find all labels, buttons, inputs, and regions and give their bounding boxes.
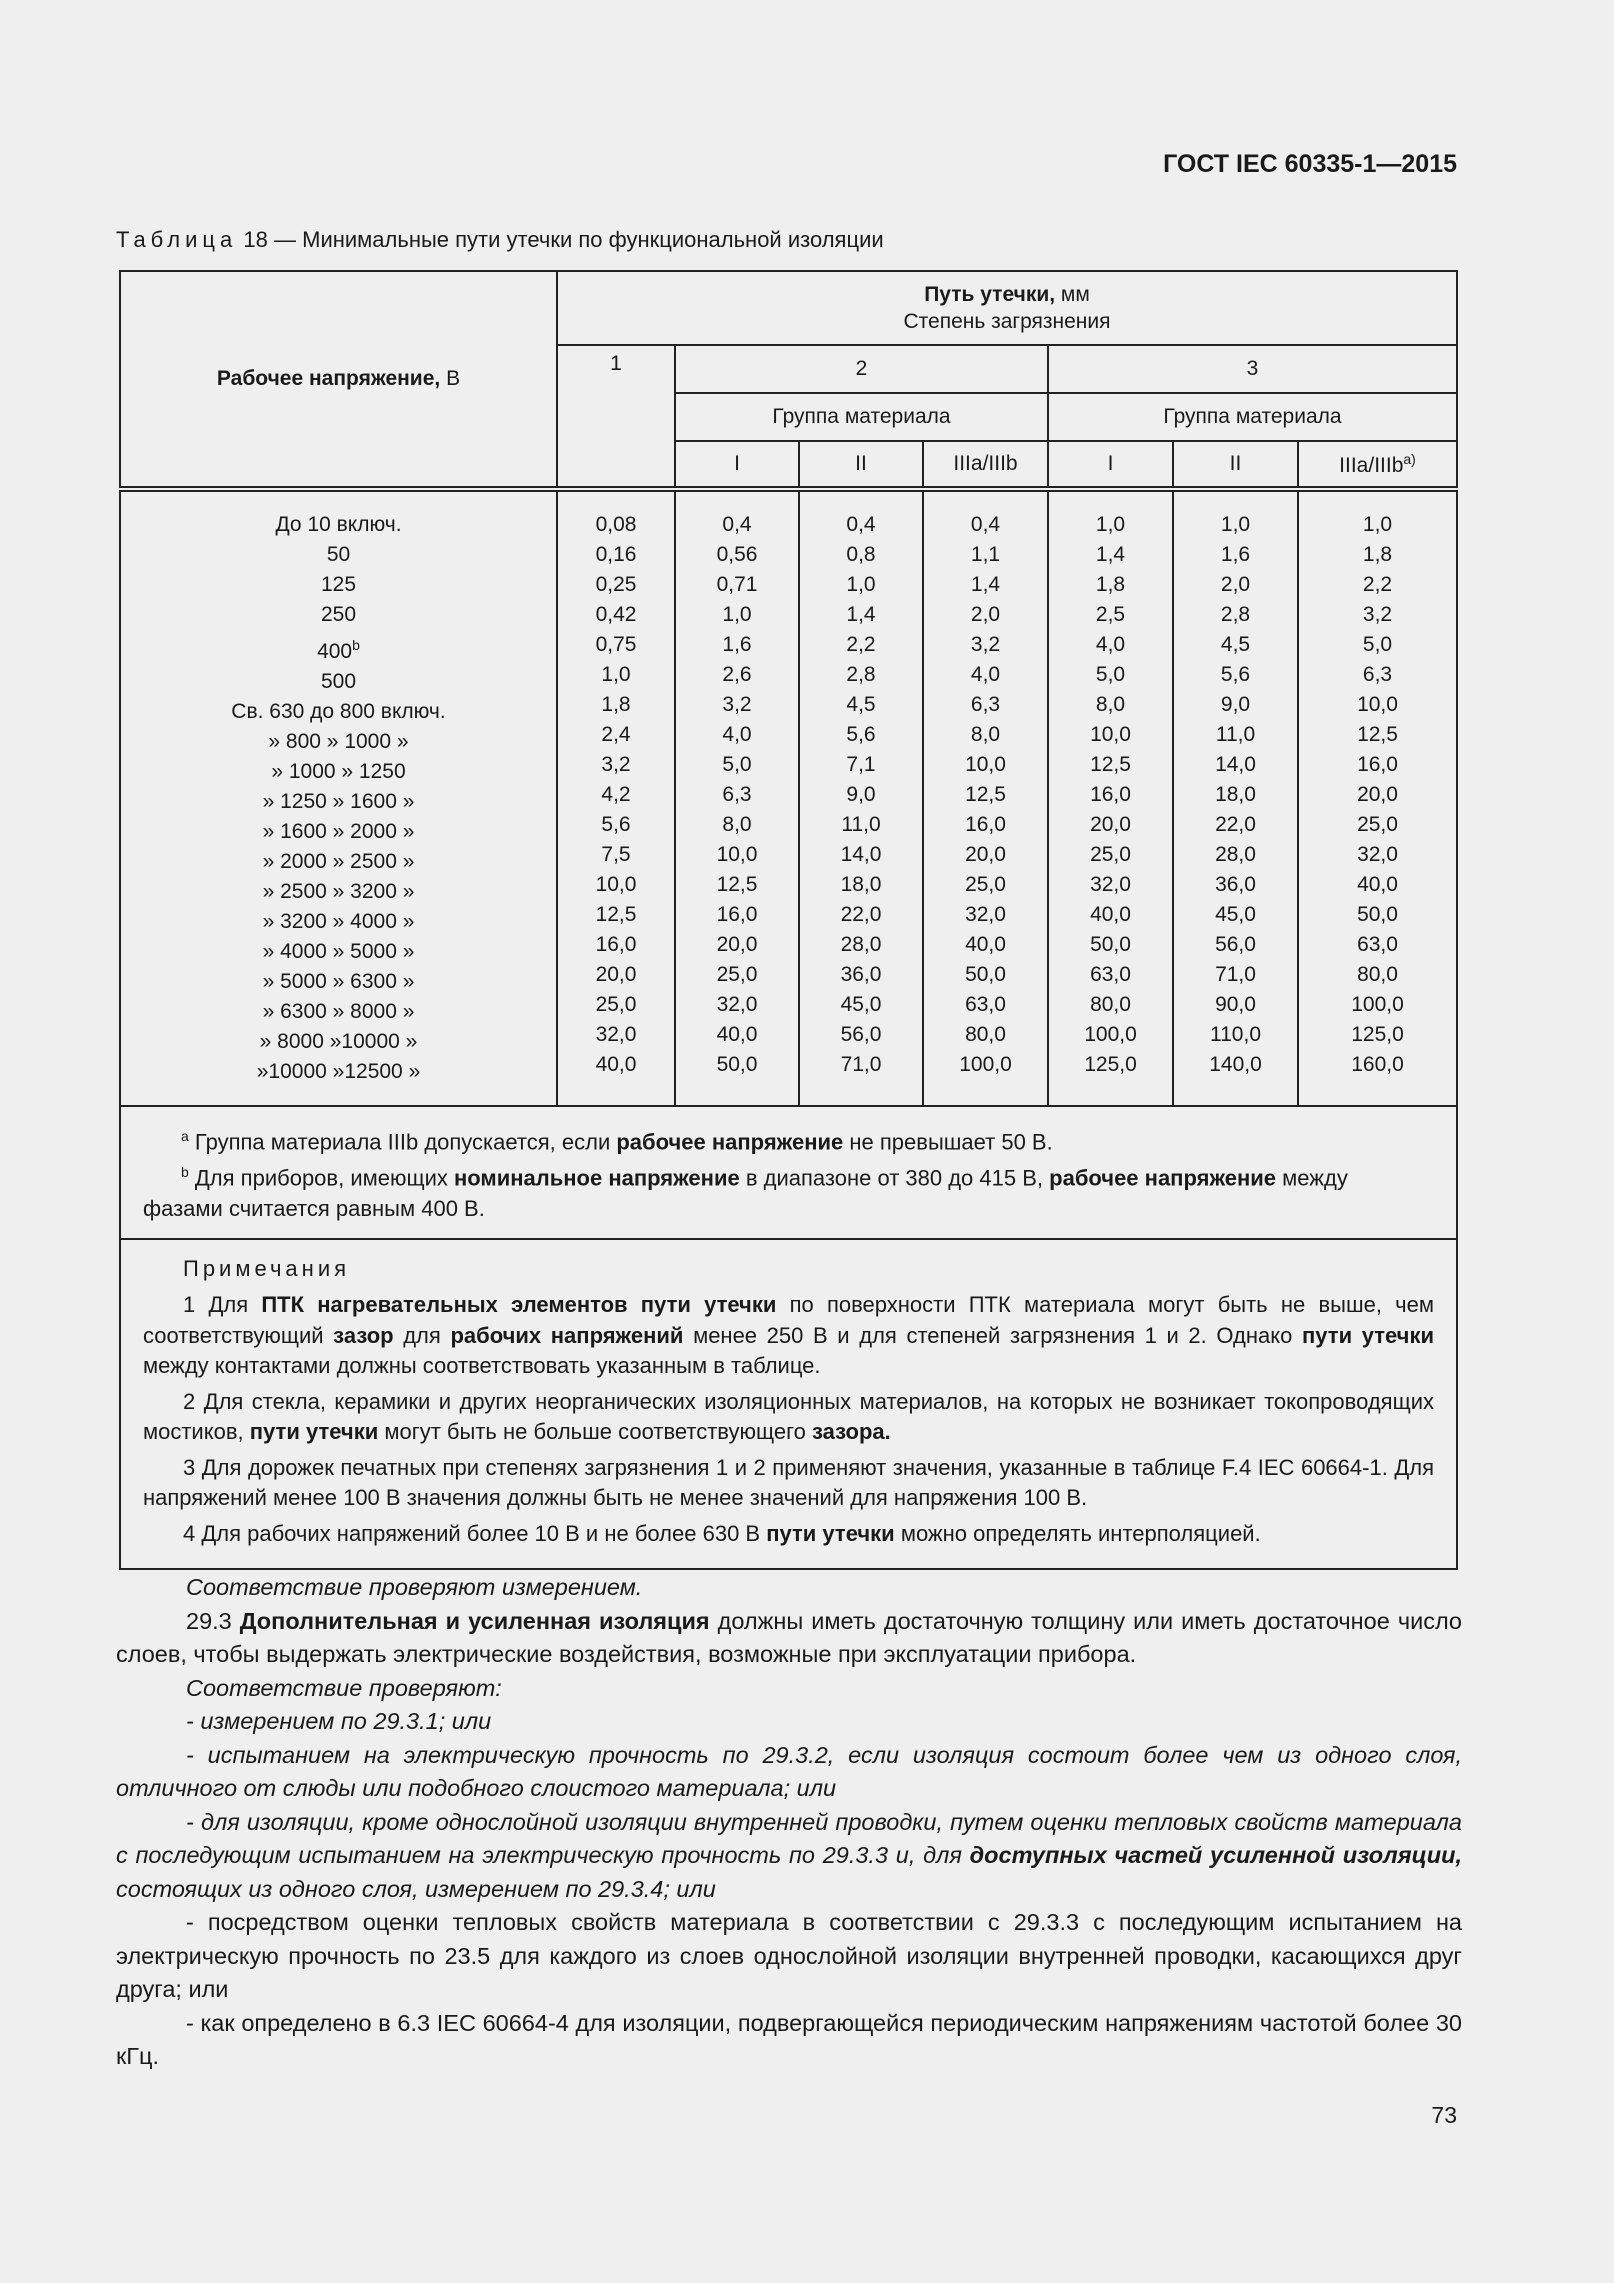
value-cell: 6,3	[722, 783, 752, 806]
value-cell: 20,0	[716, 933, 758, 956]
value-cell: 1,0	[1220, 513, 1251, 536]
value-cell: 22,0	[840, 903, 882, 926]
voltage-cell: »10000 »12500 »	[256, 1060, 421, 1083]
value-cell: 63,0	[965, 993, 1006, 1016]
value-cell: 12,5	[1090, 753, 1131, 776]
voltage-cell: 50	[326, 543, 351, 566]
value-cell: 12,5	[716, 873, 758, 896]
value-cell: 2,2	[846, 633, 876, 656]
value-cell: 1,0	[722, 603, 752, 626]
value-cell: 1,4	[970, 573, 1001, 596]
value-cell: 0,42	[595, 603, 637, 626]
group-header: I	[675, 441, 799, 489]
value-cell: 63,0	[1090, 963, 1131, 986]
footnote: $^a$ Группа материала IIIb допускается, если рабочее напряжение не превышает 50 В.	[181, 1128, 1053, 1155]
value-cell: 125,0	[1084, 1053, 1137, 1076]
value-cell: 14,0	[840, 843, 882, 866]
value-cell: 0,25	[595, 573, 637, 596]
voltage-cell: » 5000 » 6300 »	[262, 970, 415, 993]
value-cell: 1,6	[1220, 543, 1251, 566]
value-cell: 4,0	[970, 663, 1001, 686]
value-cell: 16,0	[1357, 753, 1398, 776]
value-cell: 32,0	[716, 993, 758, 1016]
footnotes	[120, 1106, 1457, 1239]
voltage-cell: » 8000 »10000 »	[259, 1030, 418, 1053]
value-column	[557, 489, 675, 1106]
group-header: II	[799, 441, 923, 489]
value-cell: 7,5	[601, 843, 631, 866]
value-cell: 28,0	[1215, 843, 1256, 866]
value-cell: 10,0	[1090, 723, 1131, 746]
value-cell: 0,56	[716, 543, 758, 566]
page-number: 73	[1431, 2102, 1457, 2128]
value-cell: 8,0	[1095, 693, 1126, 716]
value-cell: 50,0	[716, 1053, 758, 1076]
value-cell: 40,0	[1090, 903, 1131, 926]
value-cell: 2,2	[1362, 573, 1393, 596]
table-caption	[116, 227, 884, 253]
value-cell: 5,6	[1220, 663, 1251, 686]
caption-prefix: Таблица	[116, 227, 238, 252]
value-cell: 80,0	[965, 1023, 1006, 1046]
value-column	[675, 489, 799, 1106]
voltage-cell: Св. 630 до 800 включ.	[231, 700, 446, 723]
value-column	[923, 489, 1048, 1106]
voltage-cell: » 4000 » 5000 »	[262, 940, 415, 963]
notes	[120, 1239, 1457, 1570]
voltage-header: Рабочее напряжение, В	[120, 271, 557, 489]
value-cell: 25,0	[716, 963, 758, 986]
voltage-cell: » 1000 » 1250	[271, 760, 406, 783]
value-cell: 10,0	[595, 873, 637, 896]
value-cell: 71,0	[1215, 963, 1256, 986]
value-cell: 4,5	[1220, 633, 1251, 656]
pollution-3: 3	[1048, 345, 1457, 393]
voltage-cell: » 3200 » 4000 »	[262, 910, 415, 933]
value-cell: 32,0	[965, 903, 1006, 926]
value-cell: 0,75	[595, 633, 637, 656]
value-cell: 18,0	[1215, 783, 1256, 806]
value-cell: 0,4	[970, 513, 1001, 536]
note: 2 Для стекла, керамики и других неорганических изоляционных материалов, на которых не возникает токопроводящих мостиков, пути утечки могут быть не больше соответствующего зазора.	[143, 1388, 1434, 1445]
value-cell: 40,0	[965, 933, 1006, 956]
voltage-cell: 500	[320, 670, 357, 693]
value-cell: 16,0	[1090, 783, 1131, 806]
value-cell: 5,0	[1362, 633, 1393, 656]
value-cell: 11,0	[1215, 723, 1256, 746]
value-cell: 3,2	[970, 633, 1001, 656]
value-cell: 36,0	[1215, 873, 1256, 896]
value-cell: 18,0	[840, 873, 882, 896]
value-cell: 25,0	[1357, 813, 1398, 836]
paragraph: - для изоляции, кроме однослойной изоляции внутренней проводки, путем оценки тепловых свойств материала с последующим испытанием на электрическую прочность по 29.3.3 и, для доступных частей усиленной изоляции, состоящих из одного слоя, измерением по 29.3.4; или	[116, 1808, 1462, 1902]
value-cell: 2,6	[722, 663, 752, 686]
value-cell: 20,0	[965, 843, 1006, 866]
value-cell: 14,0	[1215, 753, 1256, 776]
pollution-1: 1	[557, 345, 675, 489]
value-column	[799, 489, 923, 1106]
value-cell: 40,0	[1357, 873, 1398, 896]
value-cell: 50,0	[1090, 933, 1131, 956]
value-cell: 20,0	[1357, 783, 1398, 806]
value-cell: 5,6	[601, 813, 631, 836]
value-cell: 16,0	[965, 813, 1006, 836]
creepage-table	[119, 270, 1458, 1570]
value-cell: 1,6	[722, 633, 752, 656]
value-cell: 6,3	[970, 693, 1001, 716]
value-cell: 20,0	[595, 963, 637, 986]
caption-number: 18	[243, 227, 268, 252]
value-cell: 4,2	[601, 783, 631, 806]
value-cell: 25,0	[965, 873, 1006, 896]
value-cell: 2,8	[1220, 603, 1251, 626]
value-cell: 8,0	[970, 723, 1001, 746]
value-cell: 140,0	[1209, 1053, 1262, 1076]
note: 1 Для ПТК нагревательных элементов пути утечки по поверхности ПТК материала могут быть не выше, чем соответствующий зазор для рабочих напряжений менее 250 В и для степеней загрязнения 1 и 2. Однако пути утечки между контактами должны соответствовать указанным в таблице.	[143, 1292, 1434, 1379]
group-header: IIIa/IIIb$^{a)}$	[1298, 441, 1457, 489]
value-cell: 71,0	[840, 1053, 882, 1076]
value-cell: 50,0	[965, 963, 1006, 986]
pollution-2: 2	[675, 345, 1048, 393]
value-cell: 56,0	[840, 1023, 882, 1046]
value-cell: 4,0	[1095, 633, 1126, 656]
value-cell: 25,0	[595, 993, 637, 1016]
value-cell: 6,3	[1362, 663, 1393, 686]
value-cell: 9,0	[1220, 693, 1251, 716]
footnote: $^b$ Для приборов, имеющих номинальное напряжение в диапазоне от 380 до 415 В, рабочее напряжение между фазами считается равным 400 В.	[143, 1164, 1348, 1221]
value-cell: 1,8	[601, 693, 631, 716]
value-cell: 12,5	[965, 783, 1006, 806]
value-cell: 1,8	[1362, 543, 1393, 566]
voltage-cell: » 2500 » 3200 »	[262, 880, 415, 903]
value-cell: 100,0	[959, 1053, 1012, 1076]
value-cell: 2,0	[1220, 573, 1251, 596]
value-cell: 4,0	[722, 723, 752, 746]
value-cell: 5,0	[722, 753, 752, 776]
path-header: Путь утечки, мм Степень загрязнения	[557, 271, 1457, 345]
value-cell: 3,2	[722, 693, 752, 716]
value-cell: 4,5	[846, 693, 876, 716]
value-cell: 0,16	[595, 543, 637, 566]
voltage-cell: 400$^b$	[317, 637, 360, 663]
value-cell: 1,4	[846, 603, 876, 626]
value-cell: 22,0	[1215, 813, 1256, 836]
value-cell: 45,0	[1215, 903, 1256, 926]
value-cell: 1,0	[846, 573, 876, 596]
voltage-cell: 125	[320, 573, 357, 596]
voltage-cell: 250	[320, 603, 357, 626]
value-cell: 160,0	[1351, 1053, 1404, 1076]
value-cell: 32,0	[595, 1023, 637, 1046]
value-cell: 100,0	[1351, 993, 1404, 1016]
value-cell: 5,0	[1095, 663, 1126, 686]
voltage-column	[120, 489, 557, 1106]
value-cell: 8,0	[722, 813, 752, 836]
paragraph: 29.3 Дополнительная и усиленная изоляция должны иметь достаточную толщину или иметь достаточное число слоев, чтобы выдержать электрические воздействия, возможные при эксплуатации прибора.	[116, 1607, 1462, 1667]
paragraph: Соответствие проверяют измерением.	[186, 1574, 643, 1600]
document-id: ГОСТ IEC 60335-1—2015	[1163, 150, 1457, 178]
group-header: I	[1048, 441, 1173, 489]
note: 3 Для дорожек печатных при степенях загрязнения 1 и 2 применяют значения, указанные в таблице F.4 IEC 60664-1. Для напряжений менее 100 В значения должны быть не менее значений для напряжения 100 В.	[143, 1454, 1434, 1511]
value-cell: 10,0	[1357, 693, 1398, 716]
voltage-cell: » 1250 » 1600 »	[262, 790, 415, 813]
value-cell: 9,0	[846, 783, 876, 806]
voltage-cell: » 6300 » 8000 »	[262, 1000, 415, 1023]
voltage-cell: » 1600 » 2000 »	[262, 820, 415, 843]
value-cell: 36,0	[840, 963, 882, 986]
value-cell: 3,2	[601, 753, 631, 776]
value-cell: 10,0	[965, 753, 1006, 776]
voltage-cell: До 10 включ.	[275, 513, 402, 536]
value-cell: 0,71	[716, 573, 758, 596]
value-cell: 63,0	[1357, 933, 1398, 956]
note: 4 Для рабочих напряжений более 10 В и не более 630 В пути утечки можно определять интерполяцией.	[183, 1520, 1261, 1546]
group-header: II	[1173, 441, 1298, 489]
material-group-2: Группа материала	[675, 393, 1048, 441]
caption-title: — Минимальные пути утечки по функциональной изоляции	[274, 227, 884, 252]
value-cell: 12,5	[595, 903, 637, 926]
value-column	[1298, 489, 1457, 1106]
value-cell: 1,0	[1362, 513, 1393, 536]
value-cell: 20,0	[1090, 813, 1131, 836]
value-cell: 32,0	[1090, 873, 1131, 896]
voltage-cell: » 800 » 1000 »	[268, 730, 409, 753]
value-cell: 7,1	[846, 753, 876, 776]
value-cell: 11,0	[841, 813, 881, 836]
paragraph: - как определено в 6.3 IEC 60664-4 для изоляции, подвергающейся периодическим напряжениям частотой более 30 кГц.	[116, 2009, 1462, 2069]
value-cell: 10,0	[716, 843, 758, 866]
value-cell: 12,5	[1357, 723, 1398, 746]
value-cell: 0,8	[846, 543, 876, 566]
value-cell: 90,0	[1215, 993, 1256, 1016]
value-cell: 0,4	[722, 513, 752, 536]
material-group-3: Группа материала	[1048, 393, 1457, 441]
value-cell: 2,0	[970, 603, 1001, 626]
value-cell: 45,0	[840, 993, 882, 1016]
value-cell: 110,0	[1210, 1023, 1261, 1046]
paragraph: Соответствие проверяют:	[186, 1674, 502, 1701]
value-cell: 0,4	[846, 513, 876, 536]
group-header: IIIa/IIIb	[923, 441, 1048, 489]
value-cell: 1,1	[970, 543, 1001, 566]
value-cell: 80,0	[1090, 993, 1131, 1016]
paragraph: - испытанием на электрическую прочность по 29.3.2, если изоляция состоит более чем из одного слоя, отличного от слюды или подобного слоистого материала; или	[116, 1741, 1462, 1801]
value-cell: 50,0	[1357, 903, 1398, 926]
value-cell: 40,0	[595, 1053, 637, 1076]
value-cell: 32,0	[1357, 843, 1398, 866]
value-cell: 28,0	[840, 933, 882, 956]
value-cell: 1,8	[1095, 573, 1126, 596]
value-cell: 0,08	[595, 513, 637, 536]
notes-title: Примечания	[183, 1255, 351, 1281]
voltage-cell: » 2000 » 2500 »	[262, 850, 415, 873]
paragraph: - измерением по 29.3.1; или	[186, 1708, 492, 1734]
value-cell: 100,0	[1084, 1023, 1137, 1046]
value-cell: 16,0	[716, 903, 758, 926]
value-cell: 2,4	[601, 723, 631, 746]
value-cell: 1,0	[601, 663, 631, 686]
value-cell: 5,6	[846, 723, 876, 746]
value-cell: 25,0	[1090, 843, 1131, 866]
value-column	[1173, 489, 1298, 1106]
value-cell: 2,5	[1095, 603, 1126, 626]
value-cell: 2,8	[846, 663, 876, 686]
value-cell: 1,0	[1095, 513, 1126, 536]
value-cell: 56,0	[1215, 933, 1256, 956]
value-cell: 1,4	[1095, 543, 1126, 566]
body-text	[116, 1571, 1462, 2074]
value-column	[1048, 489, 1173, 1106]
value-cell: 3,2	[1362, 603, 1393, 626]
paragraph: - посредством оценки тепловых свойств материала в соответствии с 29.3.3 с последующим испытанием на электрическую прочность по 23.5 для каждого из слоев однослойной изоляции внутренней проводки, касающихся друг друга; или	[116, 1909, 1462, 2002]
value-cell: 125,0	[1351, 1023, 1404, 1046]
value-cell: 16,0	[595, 933, 637, 956]
value-cell: 80,0	[1357, 963, 1398, 986]
value-cell: 40,0	[716, 1023, 758, 1046]
